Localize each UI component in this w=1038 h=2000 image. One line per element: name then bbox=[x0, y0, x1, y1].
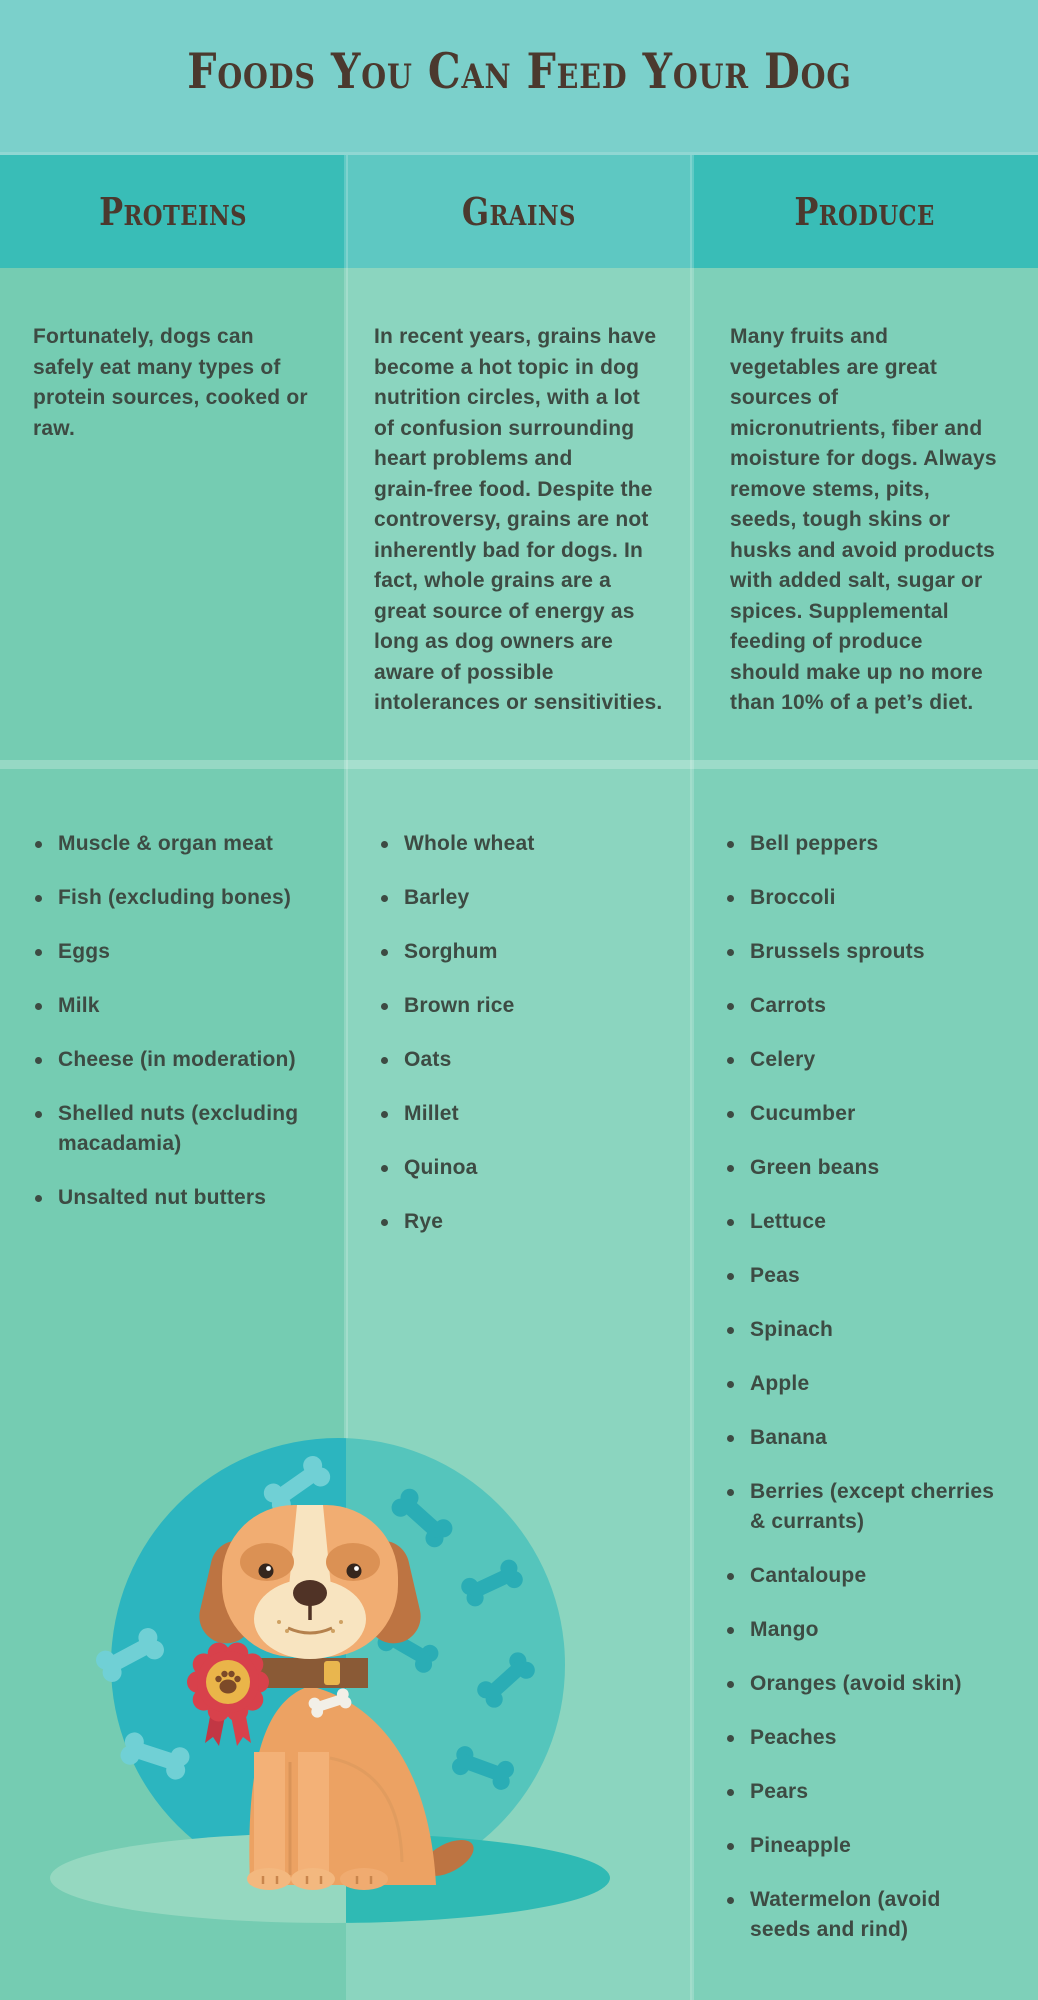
list-item-line: seeds and rind) bbox=[750, 1918, 909, 1941]
list-item-line: macadamia) bbox=[58, 1132, 182, 1155]
proteins-paragraph bbox=[0, 322, 346, 444]
list-item-line: Oranges (avoid skin) bbox=[750, 1672, 962, 1695]
list-item bbox=[750, 829, 1018, 859]
paragraph-line: feeding of produce bbox=[730, 630, 923, 653]
dog-paw bbox=[291, 1868, 335, 1890]
list-item bbox=[404, 1099, 672, 1129]
list-item-line: Milk bbox=[58, 994, 100, 1017]
list-item bbox=[750, 1369, 1018, 1399]
list-item bbox=[750, 1777, 1018, 1807]
column-header-label: Produce bbox=[794, 189, 936, 234]
section-divider bbox=[0, 760, 1038, 769]
list-item-line: Sorghum bbox=[404, 940, 498, 963]
paragraph-line: In recent years, grains have bbox=[374, 325, 657, 348]
list-item bbox=[58, 991, 326, 1021]
list-item-line: Broccoli bbox=[750, 886, 836, 909]
dog-paw bbox=[247, 1868, 291, 1890]
list-item-line: Muscle & organ meat bbox=[58, 832, 274, 855]
list-item-line: Celery bbox=[750, 1048, 816, 1071]
paragraph-line: intolerances or sensitivities. bbox=[374, 691, 663, 714]
list-item-line: Pears bbox=[750, 1780, 809, 1803]
list-item bbox=[750, 1831, 1018, 1861]
list-item-line: Peaches bbox=[750, 1726, 837, 1749]
list-item bbox=[750, 1315, 1018, 1345]
list-item-line: Barley bbox=[404, 886, 470, 909]
dog-front-leg bbox=[298, 1752, 329, 1877]
dog-front-leg bbox=[254, 1752, 285, 1877]
dog-paw bbox=[340, 1868, 388, 1890]
list-item-line: Whole wheat bbox=[404, 832, 535, 855]
muzzle-freckle bbox=[277, 1620, 281, 1624]
column-grains-header bbox=[346, 155, 692, 268]
paragraph-line: inherently bad for dogs. In bbox=[374, 538, 644, 562]
list-item-line: Watermelon (avoid bbox=[750, 1888, 941, 1911]
list-item bbox=[750, 883, 1018, 913]
grains-paragraph bbox=[346, 322, 692, 719]
page-title: Foods You Can Feed Your Dog bbox=[186, 41, 852, 100]
paragraph-line: protein sources, cooked or bbox=[33, 386, 308, 409]
list-item bbox=[404, 883, 672, 913]
list-item bbox=[404, 1153, 672, 1183]
list-item bbox=[404, 991, 672, 1021]
list-item-line: Cheese (in moderation) bbox=[58, 1048, 296, 1071]
list-item-line: Bell peppers bbox=[750, 832, 879, 855]
list-item bbox=[404, 829, 672, 859]
list-item-line: Carrots bbox=[750, 994, 827, 1017]
list-item-line: Quinoa bbox=[404, 1156, 478, 1179]
paragraph-line: with added salt, sugar or bbox=[730, 569, 983, 592]
list-item-line: Green beans bbox=[750, 1156, 880, 1179]
list-item bbox=[750, 1477, 1018, 1537]
list-item-line: Shelled nuts (excluding bbox=[58, 1102, 299, 1125]
column-produce bbox=[692, 0, 1038, 2000]
paragraph-line: remove stems, pits, bbox=[730, 477, 930, 501]
list-item bbox=[404, 1045, 672, 1075]
list-item bbox=[58, 1099, 326, 1159]
list-item bbox=[58, 883, 326, 913]
dog-illustration bbox=[0, 1390, 700, 2000]
paragraph-line: moisture for dogs. Always bbox=[730, 447, 997, 470]
paragraph-line: controversy, grains are not bbox=[374, 508, 649, 531]
list-item bbox=[58, 1045, 326, 1075]
list-item-line: Unsalted nut butters bbox=[58, 1186, 267, 1209]
list-item bbox=[750, 1669, 1018, 1699]
muzzle-freckle bbox=[339, 1620, 343, 1624]
paragraph-line: become a hot topic in dog bbox=[374, 355, 640, 379]
list-item bbox=[750, 1153, 1018, 1183]
dog-collar bbox=[252, 1658, 368, 1688]
list-item-line: Mango bbox=[750, 1618, 819, 1641]
list-item bbox=[750, 991, 1018, 1021]
dog-eye bbox=[347, 1564, 362, 1579]
list-item-line: Fish (excluding bones) bbox=[58, 886, 292, 909]
collar-buckle bbox=[324, 1661, 340, 1685]
grains-list bbox=[346, 829, 692, 1261]
list-item bbox=[404, 1207, 672, 1237]
list-item bbox=[750, 1423, 1018, 1453]
paragraph-line: should make up no more bbox=[730, 660, 983, 684]
list-item bbox=[404, 937, 672, 967]
list-item bbox=[750, 1561, 1018, 1591]
list-item-line: Berries (except cherries bbox=[750, 1480, 995, 1503]
proteins-list bbox=[0, 829, 346, 1237]
list-item bbox=[750, 1615, 1018, 1645]
paragraph-line: great source of energy as bbox=[374, 599, 635, 623]
produce-paragraph bbox=[692, 322, 1038, 719]
paragraph-line: aware of possible bbox=[374, 660, 554, 684]
paragraph-line: grain-free food. Despite the bbox=[374, 477, 653, 501]
list-item-line: Cantaloupe bbox=[750, 1564, 867, 1587]
list-item bbox=[750, 1045, 1018, 1075]
muzzle-freckle bbox=[285, 1629, 289, 1633]
column-produce-header bbox=[692, 155, 1038, 268]
paragraph-line: nutrition circles, with a lot bbox=[374, 386, 640, 409]
list-item-line: Eggs bbox=[58, 940, 111, 963]
list-item-line: Peas bbox=[750, 1264, 800, 1287]
list-item bbox=[750, 1207, 1018, 1237]
paragraph-line: seeds, tough skins or bbox=[730, 508, 951, 531]
paragraph-line: husks and avoid products bbox=[730, 538, 996, 562]
list-item bbox=[58, 937, 326, 967]
list-item bbox=[750, 1723, 1018, 1753]
muzzle-freckle bbox=[331, 1629, 335, 1633]
dog-eye bbox=[259, 1564, 274, 1579]
produce-list bbox=[692, 829, 1038, 1969]
paragraph-line: heart problems and bbox=[374, 447, 573, 470]
list-item bbox=[58, 829, 326, 859]
column-proteins-header bbox=[0, 155, 346, 268]
list-item-line: Lettuce bbox=[750, 1210, 827, 1233]
list-item-line: Brown rice bbox=[404, 994, 515, 1017]
list-item-line: Brussels sprouts bbox=[750, 940, 925, 963]
list-item-line: Millet bbox=[404, 1102, 459, 1125]
list-item-line: Oats bbox=[404, 1048, 452, 1071]
list-item bbox=[58, 1183, 326, 1213]
list-item bbox=[750, 1885, 1018, 1945]
paragraph-line: spices. Supplemental bbox=[730, 599, 949, 623]
paragraph-line: sources of bbox=[730, 386, 839, 409]
paragraph-line: vegetables are great bbox=[730, 355, 938, 379]
paragraph-line: of confusion surrounding bbox=[374, 416, 635, 440]
paragraph-line: safely eat many types of bbox=[33, 355, 281, 379]
paragraph-line: raw. bbox=[33, 416, 76, 440]
paragraph-line: micronutrients, fiber and bbox=[730, 416, 983, 440]
paragraph-line: long as dog owners are bbox=[374, 630, 613, 653]
paragraph-line: Many fruits and bbox=[730, 325, 889, 348]
column-header-label: Proteins bbox=[99, 189, 247, 234]
paragraph-line: Fortunately, dogs can bbox=[33, 325, 254, 348]
list-item-line: Cucumber bbox=[750, 1102, 856, 1125]
list-item-line: Apple bbox=[750, 1372, 810, 1395]
list-item-line: Rye bbox=[404, 1210, 444, 1233]
eye-highlight bbox=[354, 1566, 359, 1571]
paragraph-line: fact, whole grains are a bbox=[374, 569, 612, 592]
column-header-label: Grains bbox=[462, 189, 576, 234]
list-item-line: & currants) bbox=[750, 1510, 865, 1533]
list-item bbox=[750, 1261, 1018, 1291]
list-item bbox=[750, 937, 1018, 967]
list-item-line: Spinach bbox=[750, 1318, 834, 1341]
list-item-line: Pineapple bbox=[750, 1834, 851, 1857]
paragraph-line: than 10% of a pet’s diet. bbox=[730, 691, 974, 714]
column-divider-1 bbox=[344, 155, 348, 1445]
list-item bbox=[750, 1099, 1018, 1129]
list-item-line: Banana bbox=[750, 1426, 828, 1449]
dog-nose bbox=[293, 1580, 327, 1606]
eye-highlight bbox=[266, 1566, 271, 1571]
